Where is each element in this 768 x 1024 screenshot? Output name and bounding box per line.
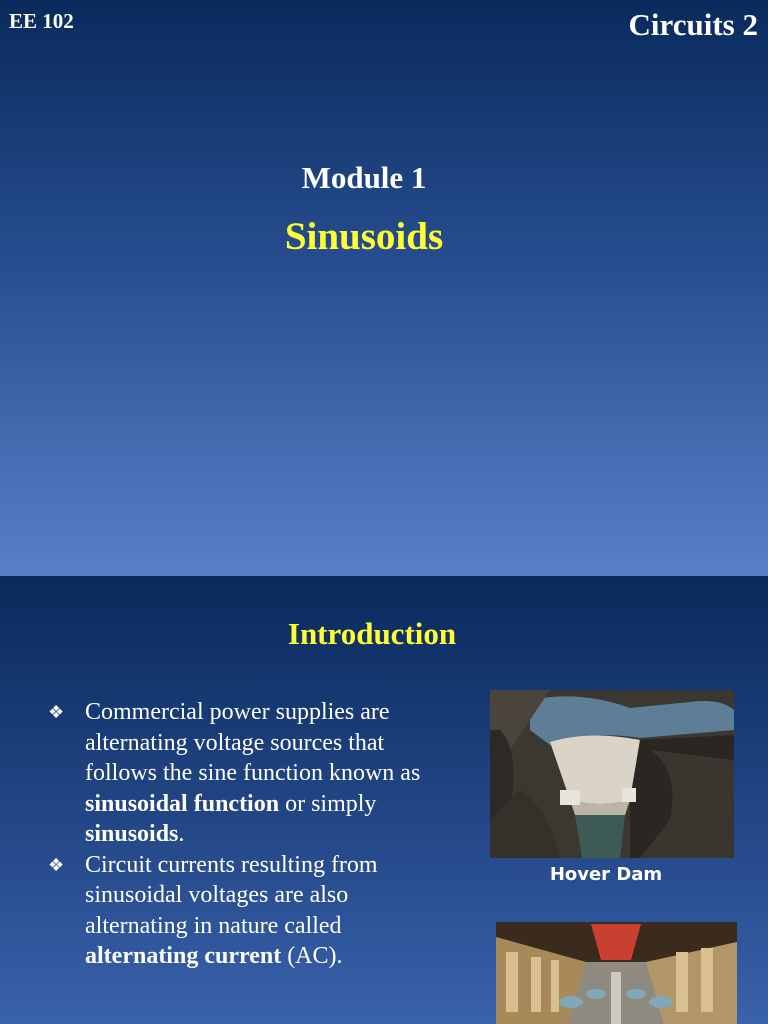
bullet-run: or simply [279, 790, 377, 817]
dam-photo-image [490, 690, 734, 858]
module-heading: Module 1 [301, 160, 427, 195]
bullet-run-bold: alternating current [85, 943, 282, 969]
slide-title: Introduction [287, 616, 457, 651]
bullet-text [85, 699, 420, 847]
bullet-run-bold: sinusoidal function [85, 790, 280, 817]
slide-title: Sinusoids [284, 215, 444, 258]
bullet-text [85, 852, 378, 970]
dam-photo [490, 690, 734, 858]
bullet-run: . [178, 821, 185, 847]
photo-caption: Hover Dam [549, 864, 663, 885]
turbine-hall-image [496, 922, 737, 1024]
diamond-bullet-icon: ❖ [48, 702, 65, 722]
bullet-run: Circuit currents resulting from sinusoidal voltages are also alternating in nature called [85, 851, 378, 939]
bullet-run: (AC). [281, 943, 343, 969]
introduction-slide [0, 576, 768, 1024]
bullet-run-bold: sinusoids [85, 821, 179, 847]
course-code: EE 102 [9, 9, 74, 33]
bullet-run: Commercial power supplies are alternating voltage sources that follows the sine function known as [85, 699, 421, 786]
bullet-item [48, 697, 448, 850]
bullet-item [48, 850, 448, 972]
bullet-list [48, 697, 448, 972]
turbine-hall-photo [496, 922, 737, 1024]
course-subject: Circuits 2 [628, 7, 758, 42]
diamond-bullet-icon: ❖ [48, 854, 65, 875]
